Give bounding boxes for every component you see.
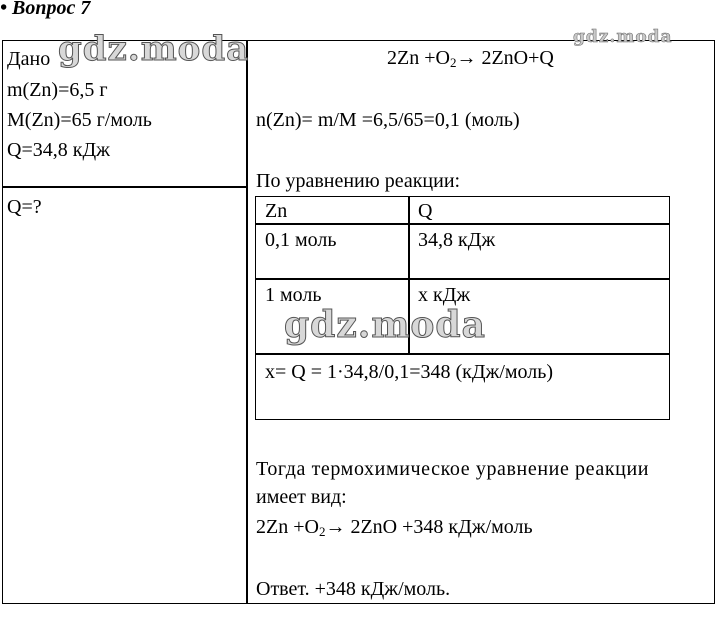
by-equation-label: По уравнению реакции: — [256, 170, 461, 192]
given-label: Дано — [7, 48, 51, 70]
answer-line: Ответ. +348 кДж/моль. — [256, 578, 451, 600]
given-mass: m(Zn)=6,5 г — [7, 79, 108, 101]
proportion-result-divider — [256, 353, 669, 355]
watermark-logo-small: gdz.moda — [573, 27, 673, 47]
result-cell: x= Q = 1·34,8/0,1=348 (кДж/моль) — [265, 361, 554, 383]
given-heat: Q=34,8 кДж — [7, 139, 110, 161]
cell-q-2: x кДж — [418, 284, 471, 306]
final-equation: $2Zn +O_2\to 2ZnO +348$ кДж/моль — [256, 516, 533, 539]
watermark-logo-center: gdz.moda — [284, 304, 486, 346]
find-label: Q=? — [7, 196, 42, 218]
header-zn: Zn — [265, 200, 288, 222]
cell-zn-1: 0,1 моль — [265, 229, 337, 251]
reaction-equation: $2Zn +O_2\to 2ZnO+Q$ — [387, 47, 554, 70]
proportion-header-divider — [256, 223, 669, 225]
moles-calculation: n(Zn)= m/M =6,5/65=0,1 (моль) — [256, 109, 520, 131]
given-molar-mass: M(Zn)=65 г/моль — [7, 109, 152, 131]
cell-zn-2: 1 моль — [265, 284, 322, 306]
then-line-1: Тогда термохимическое уравнение реакции — [256, 458, 650, 480]
cell-q-1: 34,8 кДж — [418, 229, 496, 251]
then-line-2: имеет вид: — [256, 486, 347, 508]
header-q: Q — [418, 200, 433, 222]
given-divider — [3, 186, 246, 188]
watermark-logo: gdz.moda — [58, 29, 250, 69]
column-divider — [246, 41, 248, 603]
proportion-row-divider — [256, 278, 669, 280]
question-heading: • Вопрос 7 — [0, 0, 91, 19]
